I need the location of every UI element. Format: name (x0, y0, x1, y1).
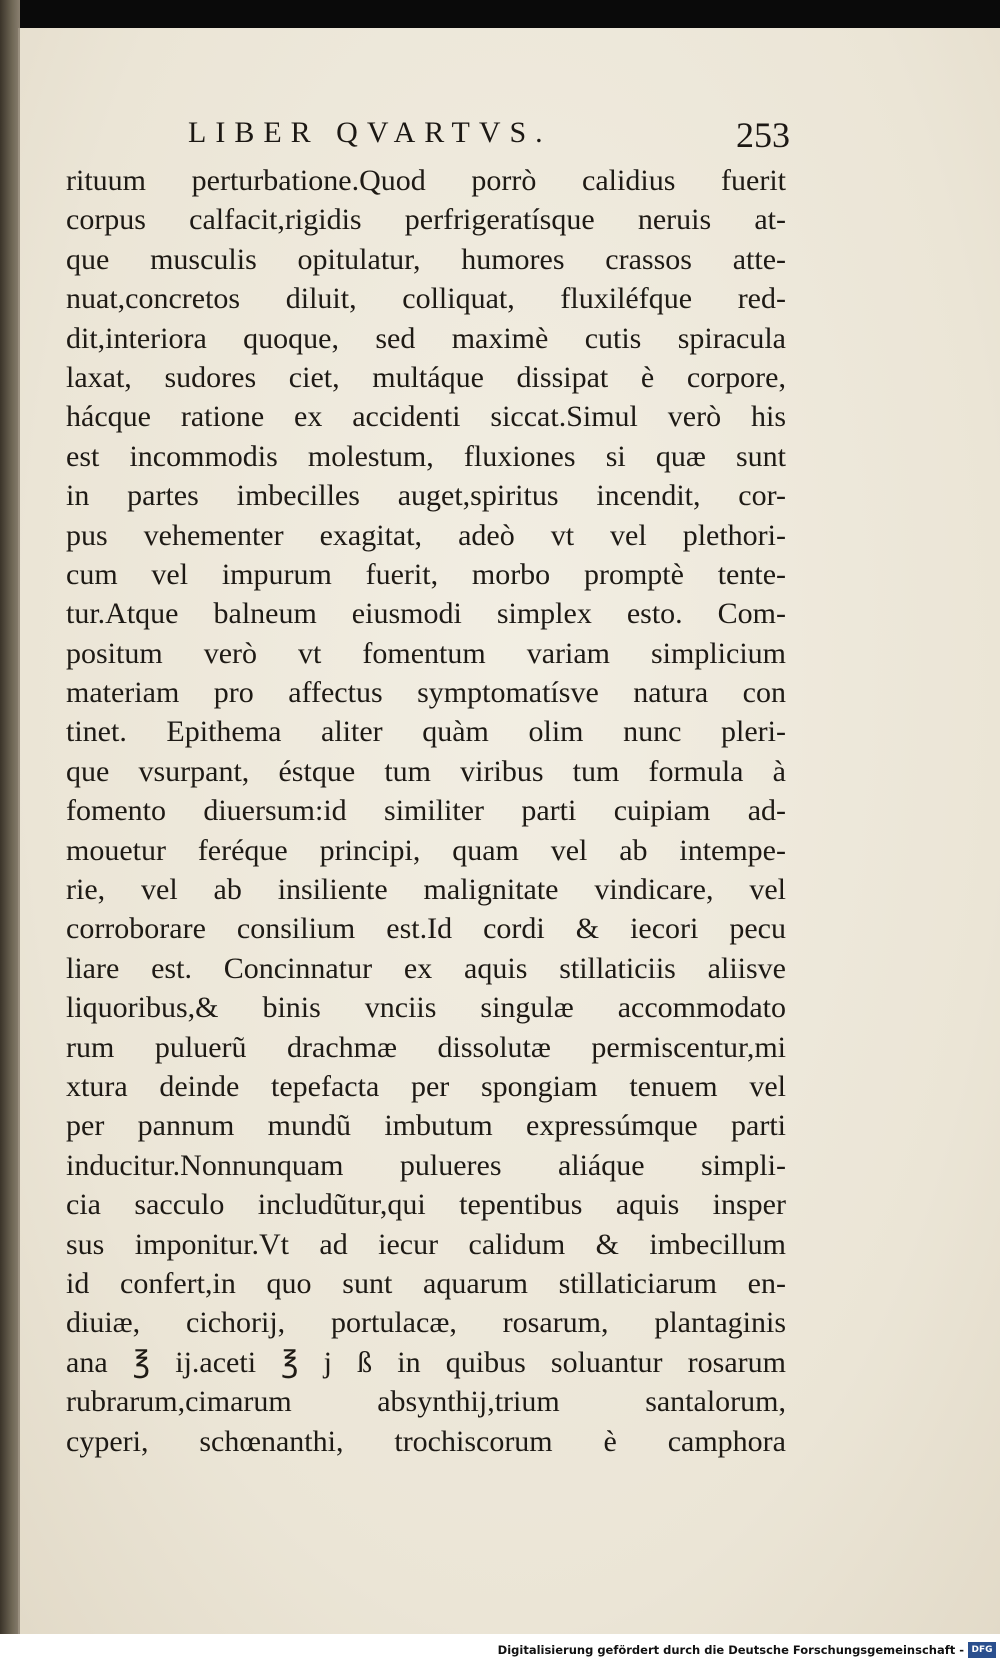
text-line: positum verò vt fomentum variam simplicium (66, 636, 786, 670)
text-line: tur.Atque balneum eiusmodi simplex esto. Com- (66, 597, 786, 631)
page-number: 253 (736, 115, 790, 155)
text-line: cia sacculo includũtur,qui tepentibus aquis insper (66, 1188, 786, 1222)
text-line: que vsurpant, éstque tum viribus tum formula à (66, 754, 786, 788)
text-line: rituum perturbatione.Quod porrò calidius fuerit (66, 164, 786, 197)
funding-credit: Digitalisierung gefördert durch die Deutsche Forschungsgemeinschaft - (497, 1643, 964, 1657)
text-line: diuiæ, cichorij, portulacæ, rosarum, plantaginis (66, 1306, 786, 1340)
text-line: cyperi, schœnanthi, trochiscorum è camphora (66, 1424, 786, 1458)
text-line: ana ℥ ij.aceti ℥ j ß in quibus soluantur rosarum (66, 1345, 786, 1379)
text-line: rum puluerũ drachmæ dissolutæ permiscentur,mi (66, 1030, 786, 1064)
text-line: mouetur feréque principi, quam vel ab intempe- (66, 833, 786, 867)
text-line: dit,interiora quoque, sed maximè cutis spiracula (66, 321, 786, 355)
text-line: pus vehementer exagitat, adeò vt vel plethori- (66, 518, 786, 552)
text-line: que musculis opitulatur, humores crassos atte- (66, 242, 786, 276)
page-header (20, 88, 980, 155)
text-line: rubrarum,cimarum absynthij,trium santalorum, (66, 1385, 786, 1419)
text-line: xtura deinde tepefacta per spongiam tenuem vel (66, 1069, 786, 1103)
text-line: materiam pro affectus symptomatísve natura con (66, 676, 786, 710)
text-line: liquoribus,& binis vnciis singulæ accommodato (66, 991, 786, 1025)
text-line: per pannum mundũ imbutum expressúmque parti (66, 1109, 786, 1143)
digitization-footer (0, 1634, 1000, 1670)
book-edge (0, 0, 20, 1670)
text-line: corpus calfacit,rigidis perfrigeratísque neruis at- (66, 203, 786, 237)
text-line: nuat,concretos diluit, colliquat, fluxiléfque red- (66, 282, 786, 316)
text-line: fomento diuersum:id similiter parti cuipiam ad- (66, 794, 786, 828)
text-line: tinet. Epithema aliter quàm olim nunc pleri- (66, 715, 786, 749)
text-line: cum vel impurum fuerit, morbo promptè tente- (66, 557, 786, 591)
text-line: in partes imbecilles auget,spiritus incendit, cor- (66, 479, 786, 513)
text-line: inducitur.Nonnunquam pulueres aliáque simpli- (66, 1148, 786, 1182)
text-line: liare est. Concinnatur ex aquis stillaticiis aliisve (66, 951, 786, 985)
text-line: sus imponitur.Vt ad iecur calidum & imbecillum (66, 1227, 786, 1261)
page-body (66, 161, 786, 1461)
text-line: hácque ratione ex accidenti siccat.Simul verò his (66, 400, 786, 434)
text-line: est incommodis molestum, fluxiones si quæ sunt (66, 439, 786, 473)
text-line: rie, vel ab insiliente malignitate vindicare, vel (66, 873, 786, 907)
text-line: corroborare consilium est.Id cordi & iecori pecu (66, 912, 786, 946)
text-line: id confert,in quo sunt aquarum stillaticiarum en- (66, 1266, 786, 1300)
dfg-logo: DFG (968, 1642, 996, 1658)
book-page (18, 28, 1000, 1634)
running-head: LIBER QVARTVS. (188, 116, 552, 149)
text-line: laxat, sudores ciet, multáque dissipat è corpore, (66, 360, 786, 394)
